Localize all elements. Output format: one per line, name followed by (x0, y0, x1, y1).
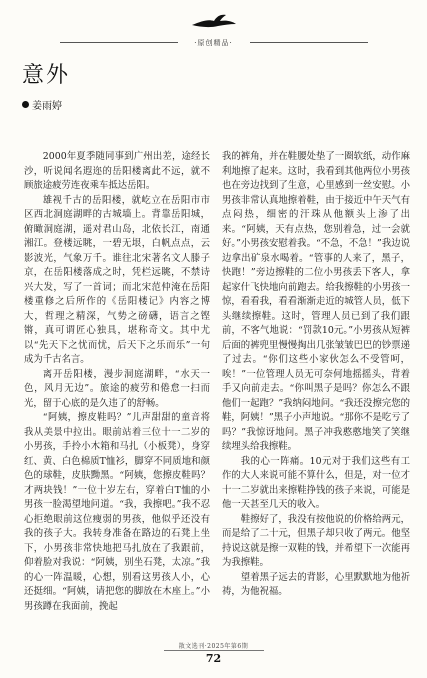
bird-logo-icon (190, 12, 238, 30)
page-number: 72 (205, 652, 222, 665)
paragraph: 鞋擦好了，我没有按他说的价格给两元，而是给了二十元，但黑子却只收了两元。他坚持说这就是擦一双鞋的钱，并希望下一次能再为我擦鞋。 (222, 513, 410, 568)
body-column-right (222, 150, 410, 600)
author-bullet-icon (22, 101, 29, 108)
paragraph: “阿姨，擦皮鞋吗？”儿声甜甜的童音将我从美景中拉出。眼前站着三位十一二岁的小男孩，手拎小木箱和马扎（小板凳），身穿红、黄、白色棉质T恤衫，脚穿不同质地和颜色的球鞋，皮肤黝黑。“阿姨，您擦皮鞋吗？才两块钱！”一位十岁左右，穿着白T恤的小男孩一脸渴望地问道。“我，我擦吧。”我不忍心拒绝眼前这位瘦弱的男孩，他似乎还没有我的孩子大。我转身准备在路边的石凳上坐下，小男孩非常快地把马扎放在了我跟前，仰着脸对我说：“阿姨，别坐石凳，太凉。”我的心一阵温暖，心想，别看这男孩人小，心还挺细。“阿姨，请把您的脚放在木座上。”小男孩蹲在我面前，挽起 (24, 412, 210, 612)
paragraph: 雄视千古的岳阳楼，就屹立在岳阳市市区西北洞庭湖畔的古城墙上。背靠岳阳城，俯瞰洞庭湖，遥对君山岛，北依长江，南通湘江。登楼远眺，一碧无垠，白帆点点，云影波光，气象万千。谁往北宋著名文人滕子京，在岳阳楼落成之时，凭栏远眺，不禁诗兴大发，写了一首词；而北宋范仲淹在岳阳楼重修之后所作的《岳阳楼记》内容之博大，哲理之精深，气势之磅礴，语言之铿锵，真可谓匠心独具，堪称奇文。其中尤以“先天下之忧而忧，后天下之乐而乐”一句成为千古名言。 (24, 194, 210, 365)
paragraph: 离开岳阳楼，漫步洞庭湖畔，“水天一色，风月无边”。旅途的疲劳和倦怠一扫而光，留于心底的是久违了的舒畅。 (24, 368, 210, 409)
footer-rule (164, 650, 264, 651)
body-column-left (24, 150, 210, 614)
paragraph: 2000年夏季随同事到广州出差，途经长沙，听说闻名遐迩的岳阳楼离此不远，就不顾旅途疲劳连夜乘车抵达岳阳。 (24, 151, 210, 191)
section-label: ·原创精品· (194, 39, 233, 47)
paragraph: 望着黑子远去的背影，心里默默地为他祈祷，为他祝福。 (222, 571, 410, 597)
paragraph-continued: 我的裤角，并在鞋腰处垫了一圈软纸，动作麻利地擦了起来。这时，我看到其他两位小男孩也在旁边找到了生意，心里感到一丝安慰。小男孩非常认真地擦着鞋，由于接近中午天气有点闷热，细密的汗珠从他额头上渗了出来。“阿姨，天有点热，您别着急，过一会就好。”小男孩安慰着我。“不急，不急！”我边说边拿出矿泉水喝着。“管事的人来了，黑子，快跑！”旁边擦鞋的二位小男孩丢下客人，拿起家什飞快地向前跑去。给我擦鞋的小男孩一惊，看看我，看看渐渐走近的城管人员，低下头继续擦鞋。这时，管理人员已到了我们跟前，不客气地说：“罚款10元。”小男孩从短裤后面的裤兜里慢慢掏出几张皱皱巴巴的钞票递了过去。“你们这些小家伙怎么不受管呵，唉！”一位管理人员无可奈何地摇摇头，背着手又向前走去。“你叫黑子是吗？你怎么不跟他们一起跑？”我纳闷地问。“我还没擦完您的鞋，阿姨！”黑子小声地说。“那你不是吃亏了吗？”我惊讶地问。黑子冲我憨憨地笑了笑继续埋头给我擦鞋。 (222, 151, 410, 452)
paragraph: 我的心一阵痛。10元对于我们这些有工作的大人来说可能不算什么，但是，对一位才十一二岁就出来擦鞋挣钱的孩子来说，可能是他一天甚至几天的收入。 (222, 455, 410, 510)
author-name: 姜雨婷 (32, 101, 62, 112)
magazine-issue: 散文选刊·2025年第6期 (178, 643, 249, 650)
header-rule-right (250, 42, 368, 43)
article-title: 意外 (22, 63, 71, 88)
